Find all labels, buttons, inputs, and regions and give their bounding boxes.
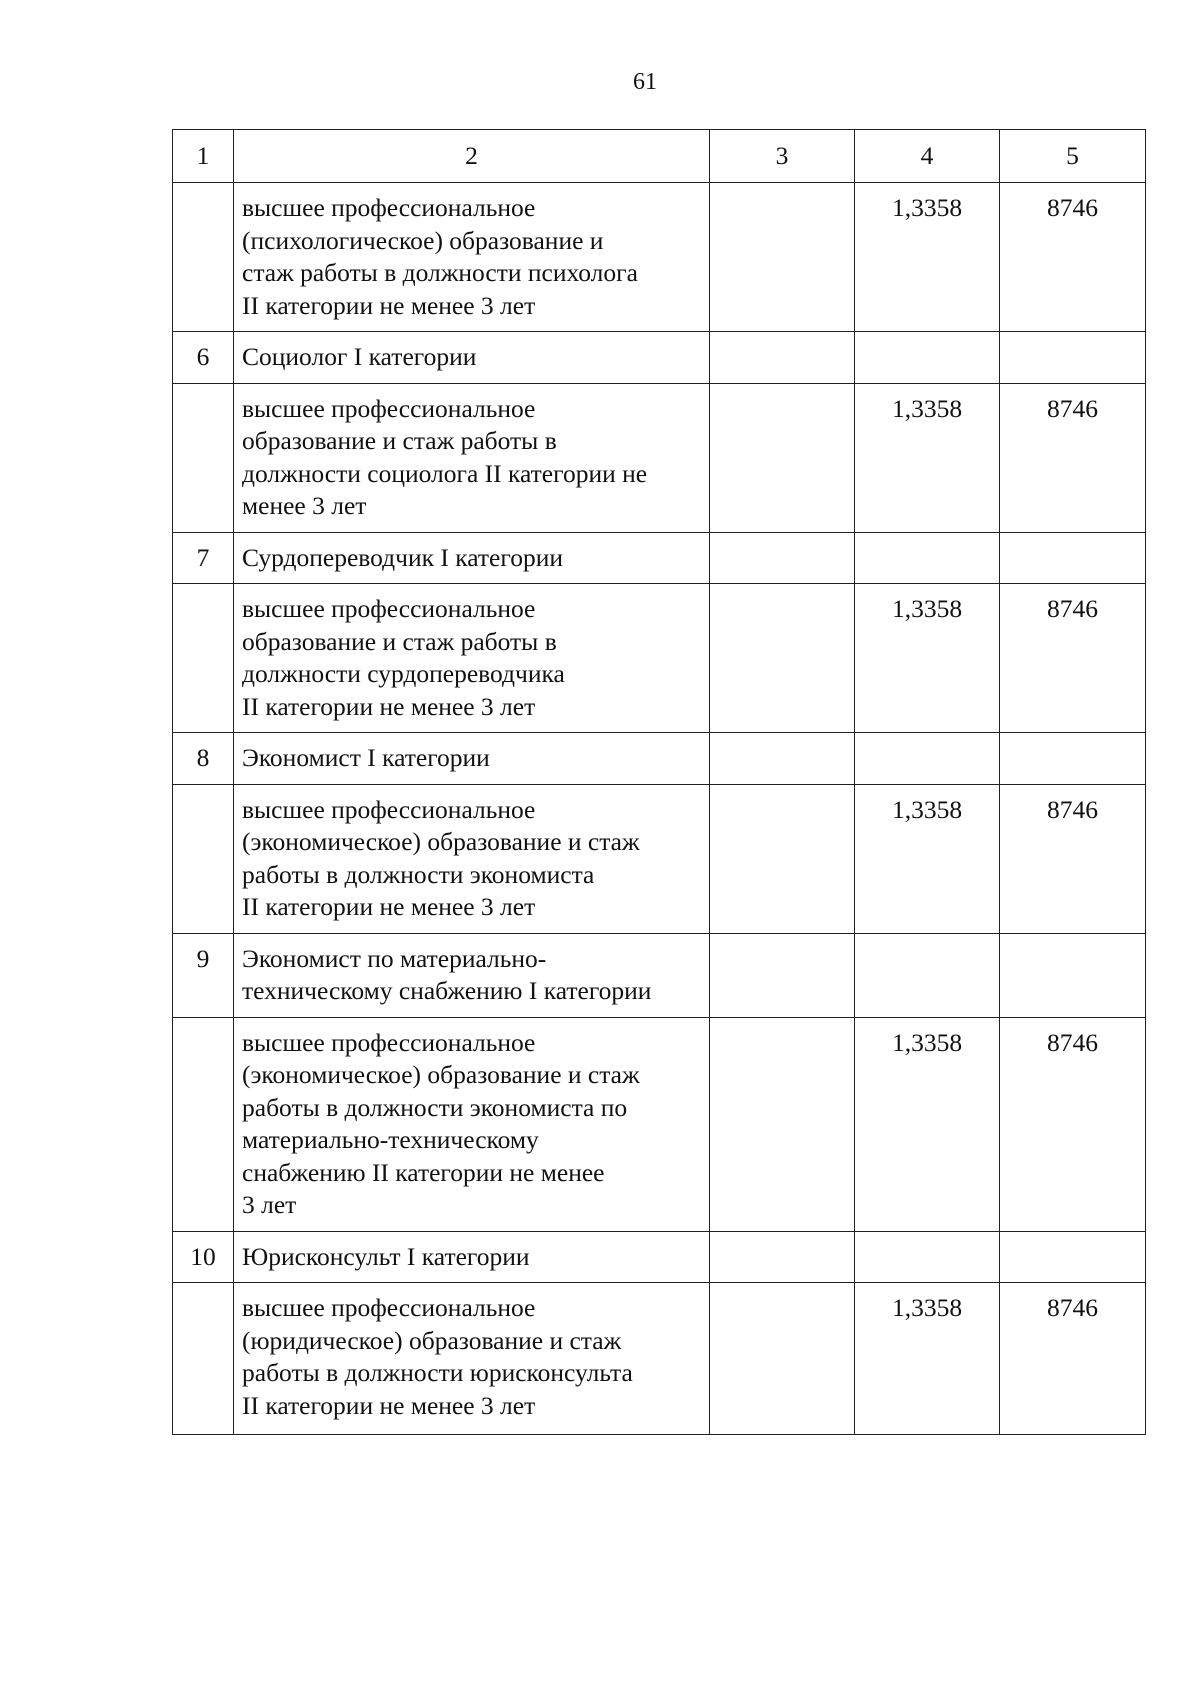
table-row — [173, 183, 1146, 332]
position-description-cell: высшее профессиональное (юридическое) образование и стаж работы в должности юрисконсульта II категории не менее 3 лет — [234, 1283, 710, 1435]
position-description-cell: высшее профессиональное образование и стаж работы в должности социолога II категории не менее 3 лет — [234, 383, 710, 532]
table-body — [173, 130, 1146, 1435]
table-row — [173, 1017, 1146, 1231]
column-3-cell — [710, 1283, 855, 1435]
column-3-cell — [710, 933, 855, 1017]
row-number-cell — [173, 183, 234, 332]
salary-cell — [1000, 332, 1146, 384]
row-number-cell: 6 — [173, 332, 234, 384]
position-description-cell: высшее профессиональное (экономическое) образование и стаж работы в должности экономиста II категории не менее 3 лет — [234, 784, 710, 933]
row-number-cell — [173, 383, 234, 532]
position-description-cell: Юрисконсульт I категории — [234, 1231, 710, 1283]
table-row — [173, 784, 1146, 933]
page-number: 61 — [633, 69, 657, 95]
coefficient-cell: 1,3358 — [855, 383, 1000, 532]
coefficient-cell — [855, 733, 1000, 785]
column-3-cell — [710, 532, 855, 584]
row-number-cell — [173, 1017, 234, 1231]
header-cell: 4 — [855, 130, 1000, 183]
header-cell: 1 — [173, 130, 234, 183]
header-cell: 2 — [234, 130, 710, 183]
table-header-row — [173, 130, 1146, 183]
salary-cell: 8746 — [1000, 183, 1146, 332]
position-description-cell: Экономист по материально- техническому снабжению I категории — [234, 933, 710, 1017]
column-3-cell — [710, 1017, 855, 1231]
table-row — [173, 532, 1146, 584]
position-description-cell: высшее профессиональное образование и стаж работы в должности сурдопереводчика II категории не менее 3 лет — [234, 584, 710, 733]
coefficient-cell — [855, 933, 1000, 1017]
coefficient-cell: 1,3358 — [855, 1017, 1000, 1231]
coefficient-cell: 1,3358 — [855, 1283, 1000, 1435]
column-3-cell — [710, 584, 855, 733]
table-row — [173, 933, 1146, 1017]
salary-cell: 8746 — [1000, 784, 1146, 933]
position-description-cell: высшее профессиональное (экономическое) образование и стаж работы в должности экономиста по материально-техническому снабжению II категории не менее 3 лет — [234, 1017, 710, 1231]
position-description-cell: Экономист I категории — [234, 733, 710, 785]
column-3-cell — [710, 383, 855, 532]
table-row — [173, 1231, 1146, 1283]
salary-cell — [1000, 1231, 1146, 1283]
row-number-cell — [173, 784, 234, 933]
coefficient-cell — [855, 1231, 1000, 1283]
column-3-cell — [710, 1231, 855, 1283]
column-3-cell — [710, 733, 855, 785]
salary-cell: 8746 — [1000, 584, 1146, 733]
header-cell: 5 — [1000, 130, 1146, 183]
column-3-cell — [710, 332, 855, 384]
table-row — [173, 383, 1146, 532]
table-row — [173, 733, 1146, 785]
position-description-cell: Сурдопереводчик I категории — [234, 532, 710, 584]
table-row — [173, 332, 1146, 384]
row-number-cell — [173, 1283, 234, 1435]
salary-cell: 8746 — [1000, 1017, 1146, 1231]
salary-cell: 8746 — [1000, 383, 1146, 532]
header-cell: 3 — [710, 130, 855, 183]
salary-cell — [1000, 733, 1146, 785]
qualification-table — [172, 129, 1146, 1435]
position-description-cell: Социолог I категории — [234, 332, 710, 384]
position-description-cell: высшее профессиональное (психологическое) образование и стаж работы в должности психолога II категории не менее 3 лет — [234, 183, 710, 332]
column-3-cell — [710, 784, 855, 933]
salary-cell — [1000, 933, 1146, 1017]
row-number-cell: 8 — [173, 733, 234, 785]
row-number-cell: 7 — [173, 532, 234, 584]
coefficient-cell — [855, 532, 1000, 584]
row-number-cell: 9 — [173, 933, 234, 1017]
coefficient-cell — [855, 332, 1000, 384]
column-3-cell — [710, 183, 855, 332]
coefficient-cell: 1,3358 — [855, 784, 1000, 933]
row-number-cell: 10 — [173, 1231, 234, 1283]
row-number-cell — [173, 584, 234, 733]
coefficient-cell: 1,3358 — [855, 183, 1000, 332]
salary-cell: 8746 — [1000, 1283, 1146, 1435]
table-row — [173, 584, 1146, 733]
coefficient-cell: 1,3358 — [855, 584, 1000, 733]
table-row — [173, 1283, 1146, 1435]
salary-cell — [1000, 532, 1146, 584]
